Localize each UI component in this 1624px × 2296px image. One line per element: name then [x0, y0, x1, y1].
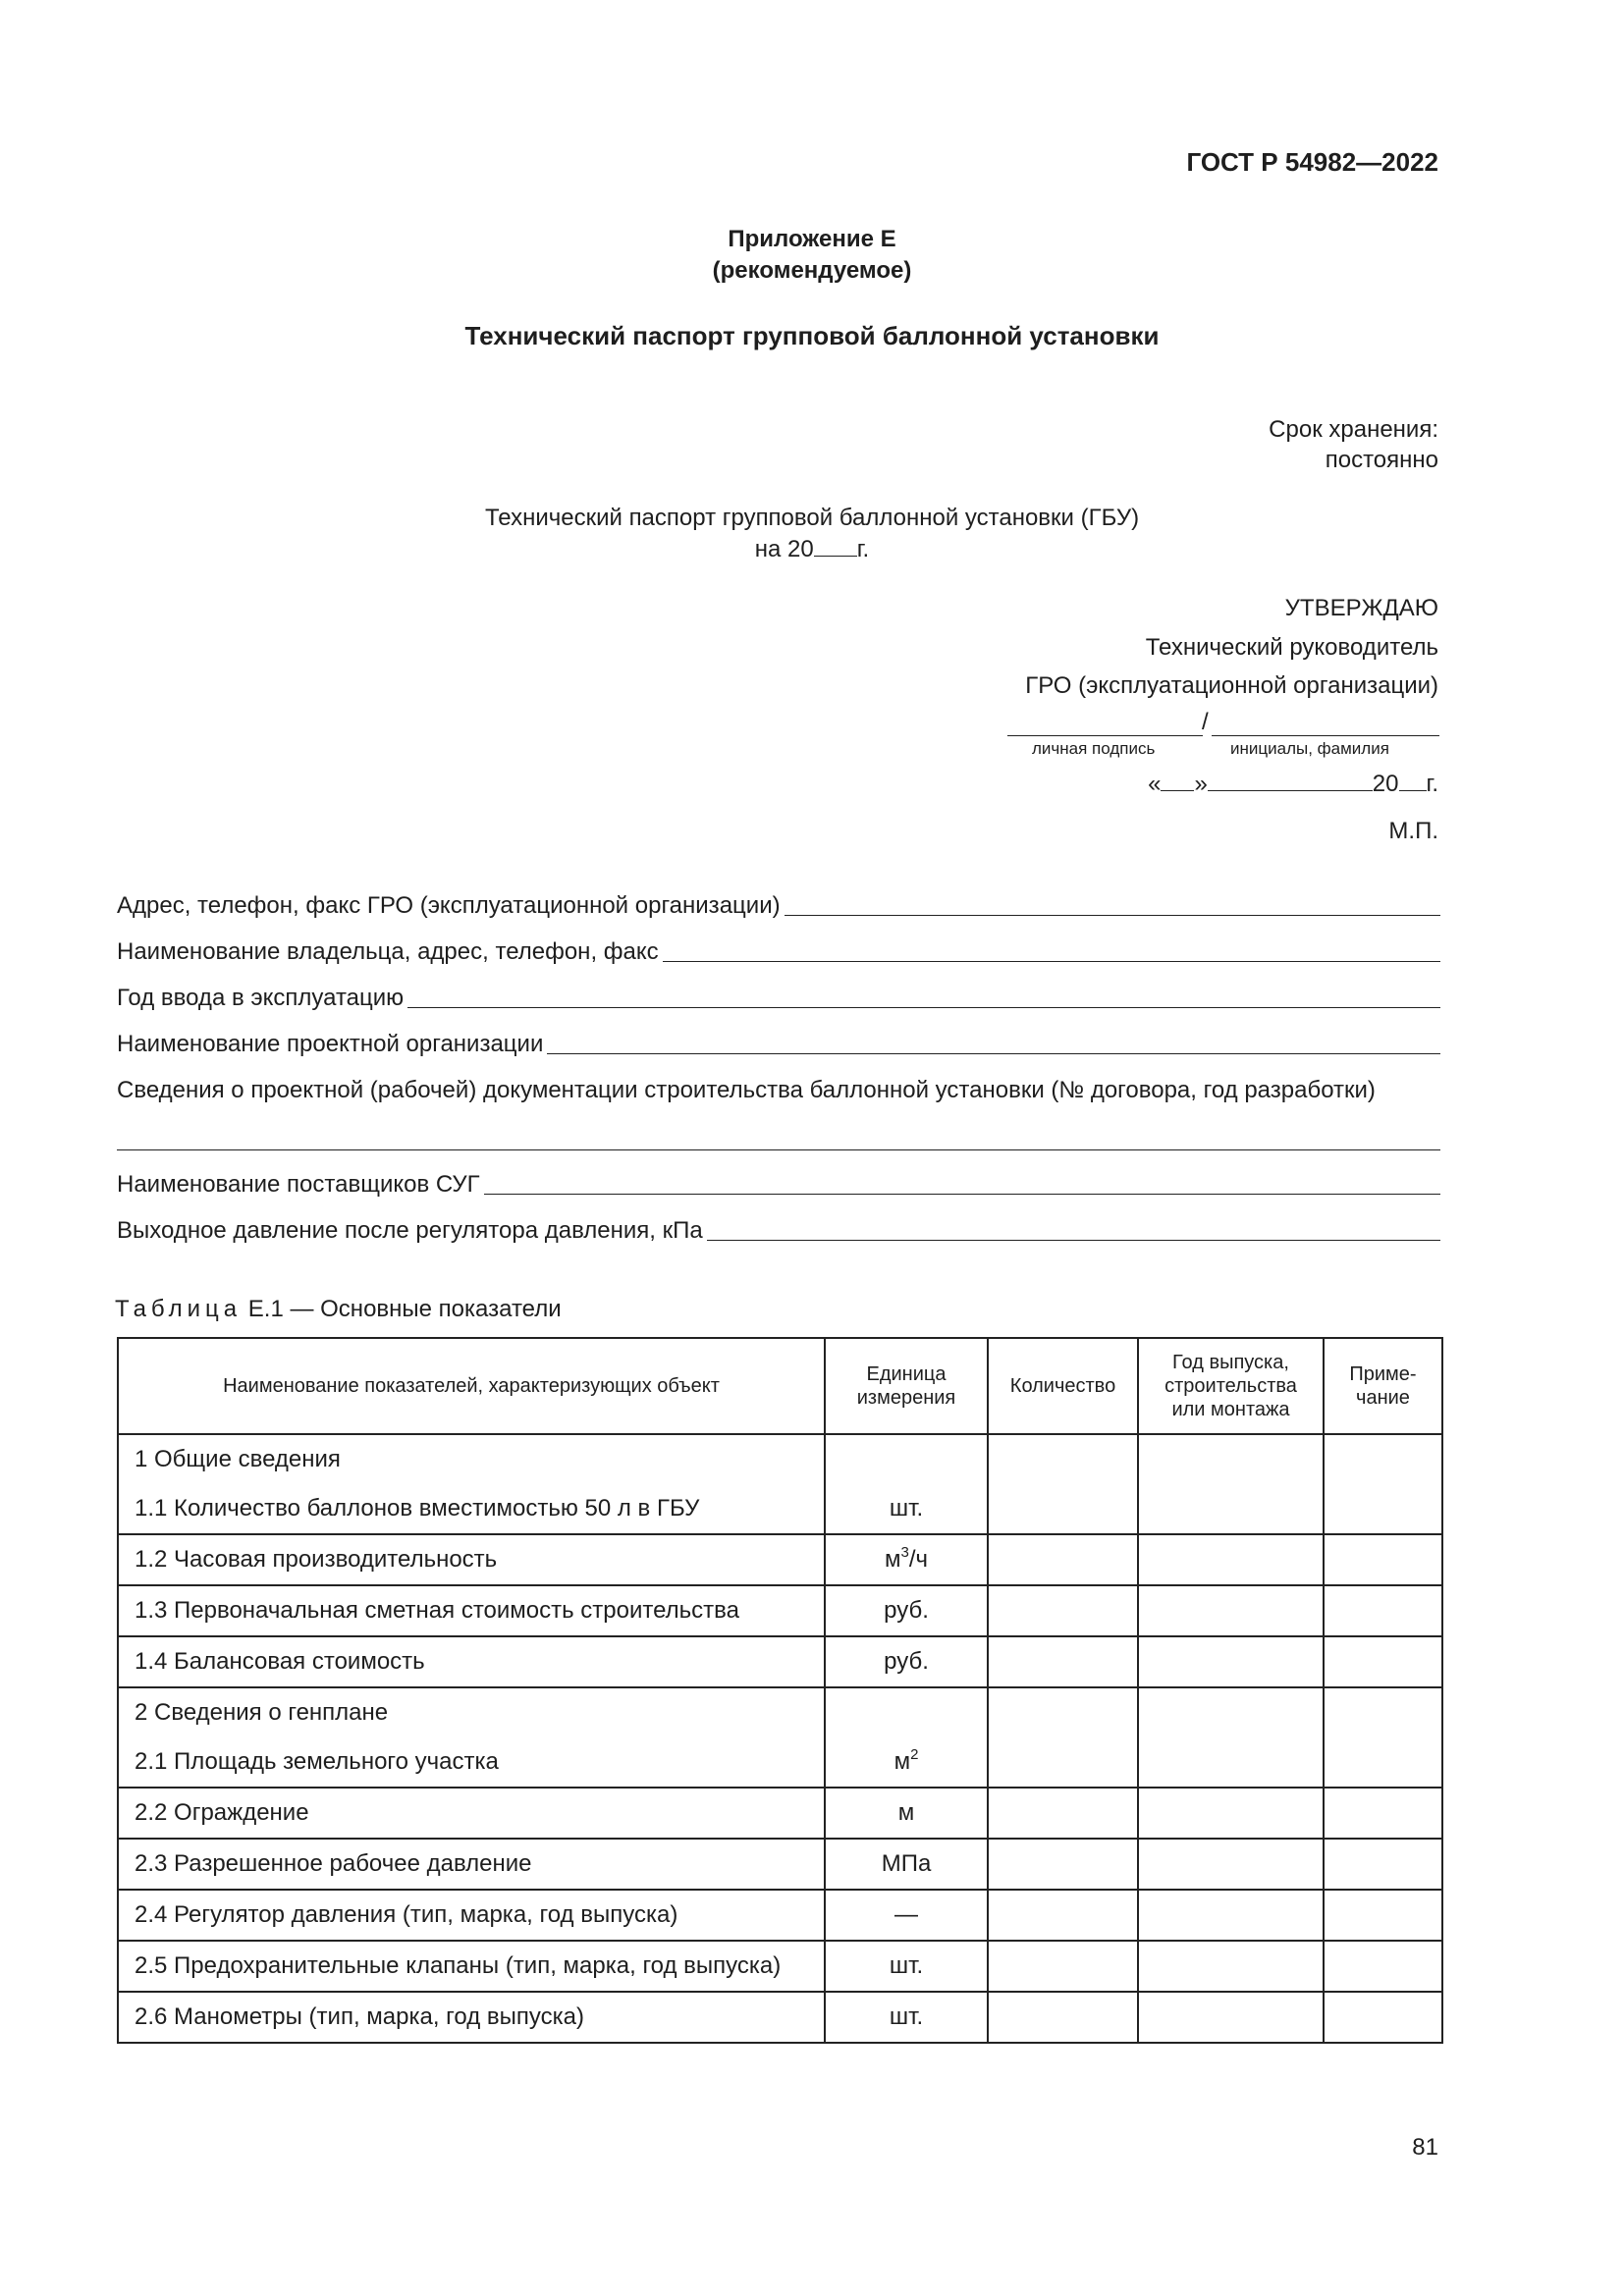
row-name: 2.6 Манометры (тип, марка, год выпуска) [118, 1992, 825, 2043]
row-unit: шт. [889, 1495, 924, 1522]
passport-year-prefix: на 20 [754, 536, 814, 562]
table-row [118, 1585, 1442, 1636]
table-row [118, 1941, 1442, 1992]
cell-year[interactable] [1138, 1839, 1324, 1890]
row-name: 1.3 Первоначальная сметная стоимость строительства [118, 1585, 825, 1636]
name-caption: инициалы, фамилия [1230, 739, 1389, 758]
cell-quantity[interactable] [988, 1636, 1138, 1687]
field-owner-label: Наименование владельца, адрес, телефон, факс [117, 938, 659, 965]
cell-year[interactable] [1138, 1636, 1324, 1687]
row-unit: $м^2$ [893, 1746, 919, 1775]
approval-organization: ГРО (эксплуатационной организации) [1025, 672, 1438, 699]
field-outlet-pressure-blank[interactable] [707, 1239, 1440, 1241]
cell-year[interactable] [1138, 1788, 1324, 1839]
approval-heading: УТВЕРЖДАЮ [1284, 595, 1438, 621]
passport-year-suffix: г. [856, 536, 870, 562]
field-suppliers-label: Наименование поставщиков СУГ [117, 1171, 480, 1198]
approval-position: Технический руководитель [1145, 634, 1438, 661]
cell-year[interactable] [1138, 1941, 1324, 1992]
cell-quantity[interactable] [988, 1534, 1138, 1585]
row-unit: руб. [825, 1636, 988, 1687]
document-title: Технический паспорт групповой баллонной установки [464, 321, 1160, 350]
passport-year-blank[interactable] [814, 536, 857, 557]
cell-note[interactable] [1324, 1839, 1442, 1890]
table-caption-word: Таблица [115, 1296, 243, 1322]
field-design-org [117, 1027, 1440, 1058]
standard-number: ГОСТ Р 54982—2022 [1186, 147, 1438, 177]
cell-note[interactable] [1324, 1434, 1442, 1534]
cell-note[interactable] [1324, 1992, 1442, 2043]
table-caption [115, 1296, 562, 1323]
section-heading: 1 Общие сведения [135, 1446, 341, 1472]
field-suppliers-blank[interactable] [484, 1193, 1440, 1195]
storage-label: Срок хранения: [1269, 416, 1438, 443]
cell-quantity[interactable] [988, 1992, 1138, 2043]
cell-quantity[interactable] [988, 1434, 1138, 1534]
date-month-blank[interactable] [1208, 771, 1373, 791]
cell-quantity[interactable] [988, 1585, 1138, 1636]
header-quantity: Количество [988, 1338, 1138, 1434]
signature-slash: / [1202, 709, 1209, 735]
row-unit: $м^3/ч$ [825, 1534, 988, 1585]
row-name: 2.2 Ограждение [118, 1788, 825, 1839]
cell-note[interactable] [1324, 1941, 1442, 1992]
field-design-org-label: Наименование проектной организации [117, 1031, 544, 1057]
row-unit: руб. [825, 1585, 988, 1636]
row-name: 1.2 Часовая производительность [118, 1534, 825, 1585]
appendix-title: Приложение Е [728, 226, 896, 252]
date-suffix: г. [1426, 771, 1438, 797]
date-quote-open: « [1148, 771, 1162, 797]
field-commissioning-year [117, 981, 1440, 1012]
row-unit: — [825, 1890, 988, 1941]
cell-year[interactable] [1138, 1890, 1324, 1941]
table-row [118, 1992, 1442, 2043]
cell-year[interactable] [1138, 1687, 1324, 1788]
header-name: Наименование показателей, характеризующих объект [118, 1338, 825, 1434]
row-name: 2.1 Площадь земельного участка [135, 1748, 499, 1775]
row-name: 1.1 Количество баллонов вместимостью 50 л в ГБУ [135, 1495, 700, 1522]
field-outlet-pressure [117, 1213, 1440, 1245]
field-commissioning-year-blank[interactable] [407, 1006, 1440, 1008]
table-row [118, 1534, 1442, 1585]
cell-year[interactable] [1138, 1434, 1324, 1534]
cell-year[interactable] [1138, 1585, 1324, 1636]
row-unit: МПа [825, 1839, 988, 1890]
cell-note[interactable] [1324, 1534, 1442, 1585]
table-row [118, 1434, 1442, 1534]
passport-title: Технический паспорт групповой баллонной установки (ГБУ) [484, 505, 1140, 531]
row-unit: м [825, 1788, 988, 1839]
field-design-org-blank[interactable] [547, 1052, 1440, 1054]
row-name: 2.4 Регулятор давления (тип, марка, год выпуска) [118, 1890, 825, 1941]
cell-note[interactable] [1324, 1585, 1442, 1636]
section-heading: 2 Сведения о генплане [135, 1699, 389, 1726]
field-owner-blank[interactable] [663, 960, 1440, 962]
stamp-place: М.П. [1388, 818, 1438, 844]
passport-year [0, 536, 1624, 563]
cell-year[interactable] [1138, 1534, 1324, 1585]
table-row [118, 1788, 1442, 1839]
signature-caption: личная подпись [1032, 739, 1156, 758]
cell-note[interactable] [1324, 1890, 1442, 1941]
date-quote-close: » [1194, 771, 1208, 797]
table-row [118, 1687, 1442, 1788]
page-number: 81 [1412, 2134, 1438, 2161]
row-unit: шт. [825, 1941, 988, 1992]
row-name: 1.4 Балансовая стоимость [118, 1636, 825, 1687]
row-name: 2.5 Предохранительные клапаны (тип, марка, год выпуска) [118, 1941, 825, 1992]
field-commissioning-year-label: Год ввода в эксплуатацию [117, 985, 405, 1011]
indicators-table [117, 1337, 1443, 2044]
date-year-blank[interactable] [1399, 771, 1427, 791]
cell-quantity[interactable] [988, 1687, 1138, 1788]
row-unit: шт. [825, 1992, 988, 2043]
cell-note[interactable] [1324, 1636, 1442, 1687]
row-name: 2.3 Разрешенное рабочее давление [118, 1839, 825, 1890]
cell-note[interactable] [1324, 1687, 1442, 1788]
table-row [118, 1839, 1442, 1890]
table-caption-text: Е.1 — Основные показатели [247, 1296, 562, 1322]
cell-year[interactable] [1138, 1992, 1324, 2043]
name-line[interactable] [1212, 735, 1439, 736]
table-row [118, 1636, 1442, 1687]
header-unit: Единица измерения [825, 1338, 988, 1434]
table-row [118, 1890, 1442, 1941]
storage-value: постоянно [1325, 447, 1438, 473]
signature-line[interactable] [1007, 735, 1203, 736]
cell-quantity[interactable] [988, 1941, 1138, 1992]
cell-note[interactable] [1324, 1788, 1442, 1839]
field-owner [117, 934, 1440, 966]
date-year: 20 [1372, 771, 1399, 797]
appendix-status: (рекомендуемое) [712, 257, 912, 284]
field-design-docs-blank[interactable] [117, 1149, 1440, 1150]
cell-quantity[interactable] [988, 1890, 1138, 1941]
field-design-docs-label: Сведения о проектной (рабочей) документации строительства баллонной установки (№ договора, год разработки) [117, 1077, 1376, 1103]
field-gro-address-label: Адрес, телефон, факс ГРО (эксплуатационной организации) [117, 892, 781, 919]
field-suppliers [117, 1167, 1440, 1199]
table-header-row [118, 1338, 1442, 1434]
field-gro-address-blank[interactable] [785, 914, 1440, 916]
date-day-blank[interactable] [1161, 771, 1194, 791]
approval-date [1148, 771, 1438, 798]
cell-quantity[interactable] [988, 1839, 1138, 1890]
header-note: Приме- чание [1324, 1338, 1442, 1434]
field-outlet-pressure-label: Выходное давление после регулятора давления, кПа [117, 1217, 703, 1244]
cell-quantity[interactable] [988, 1788, 1138, 1839]
header-year: Год выпуска, строительства или монтажа [1138, 1338, 1324, 1434]
field-gro-address [117, 888, 1440, 920]
